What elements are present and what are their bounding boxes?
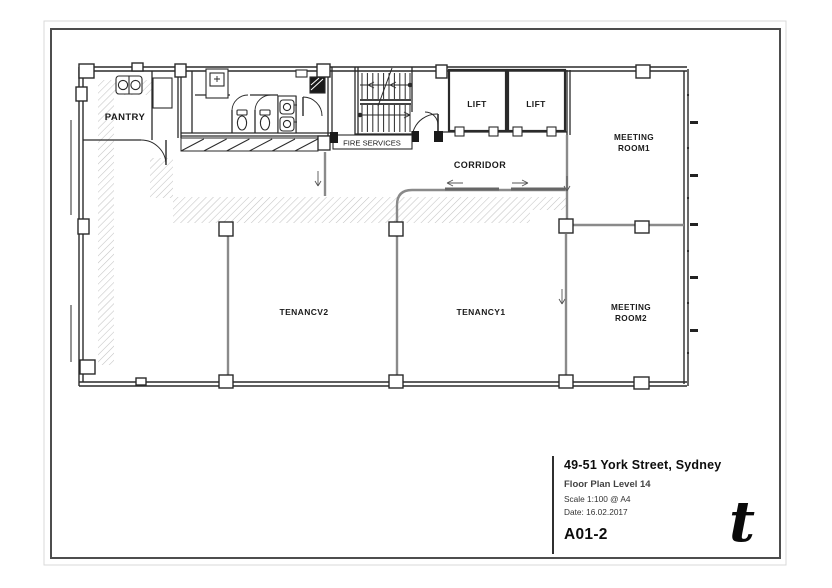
- hatch-corridor-band-lower: [173, 210, 530, 223]
- room-label-pantry: PANTRY: [104, 112, 146, 123]
- column: [559, 375, 573, 388]
- toilet-icon: [260, 116, 269, 130]
- toilet-icon: [237, 116, 246, 130]
- hatch-connector-band: [150, 158, 173, 198]
- column: [389, 375, 403, 388]
- column: [389, 222, 403, 236]
- column: [80, 360, 95, 374]
- column: [79, 64, 94, 78]
- room-label-tenancy1: TENANCY1: [456, 307, 506, 317]
- column: [76, 87, 87, 101]
- room-label-tenancy2: TENANCV2: [279, 307, 329, 317]
- room-label-meeting-room1: ROOM1: [617, 144, 651, 153]
- louvre-band: [181, 136, 330, 151]
- hatch-corridor-band-upper: [173, 197, 566, 210]
- room-label-meeting-room2: MEETING: [610, 303, 652, 312]
- column: [635, 221, 649, 233]
- architect-logo: t: [729, 489, 755, 555]
- project-address: 49-51 York Street, Sydney: [564, 458, 722, 472]
- column: [634, 377, 649, 389]
- lift-door-jamb: [489, 127, 498, 136]
- drawing-scale: Scale 1:100 @ A4: [564, 494, 631, 504]
- room-label-lift-1: LIFT: [467, 99, 487, 109]
- room-label-fire-services: FIRE SERVICES: [343, 138, 401, 148]
- lift-door-jamb: [455, 127, 464, 136]
- column: [78, 219, 89, 234]
- column: [175, 64, 186, 77]
- basin-icon: [280, 100, 294, 114]
- lift-door-jamb: [513, 127, 522, 136]
- fridge-icon: [153, 78, 172, 108]
- column: [136, 378, 146, 385]
- column: [219, 375, 233, 388]
- column: [219, 222, 233, 236]
- column: [636, 65, 650, 78]
- room-label-meeting-room2: ROOM2: [614, 314, 648, 323]
- toilet-cistern-icon: [237, 110, 247, 115]
- room-label-meeting-room1: MEETING: [613, 133, 655, 142]
- room-label-corridor: CORRIDOR: [453, 160, 507, 170]
- toilet-cistern-icon: [260, 110, 270, 115]
- column: [132, 63, 143, 71]
- basin-icon: [280, 117, 294, 131]
- column: [436, 65, 447, 78]
- column: [317, 64, 330, 77]
- column: [559, 219, 573, 233]
- room-label-lift-2: LIFT: [526, 99, 546, 109]
- sheet-number: A01-2: [564, 526, 608, 543]
- drawing-title: Floor Plan Level 14: [564, 479, 651, 490]
- lift-door-jamb: [547, 127, 556, 136]
- drawing-date: Date: 16.02.2017: [564, 507, 628, 517]
